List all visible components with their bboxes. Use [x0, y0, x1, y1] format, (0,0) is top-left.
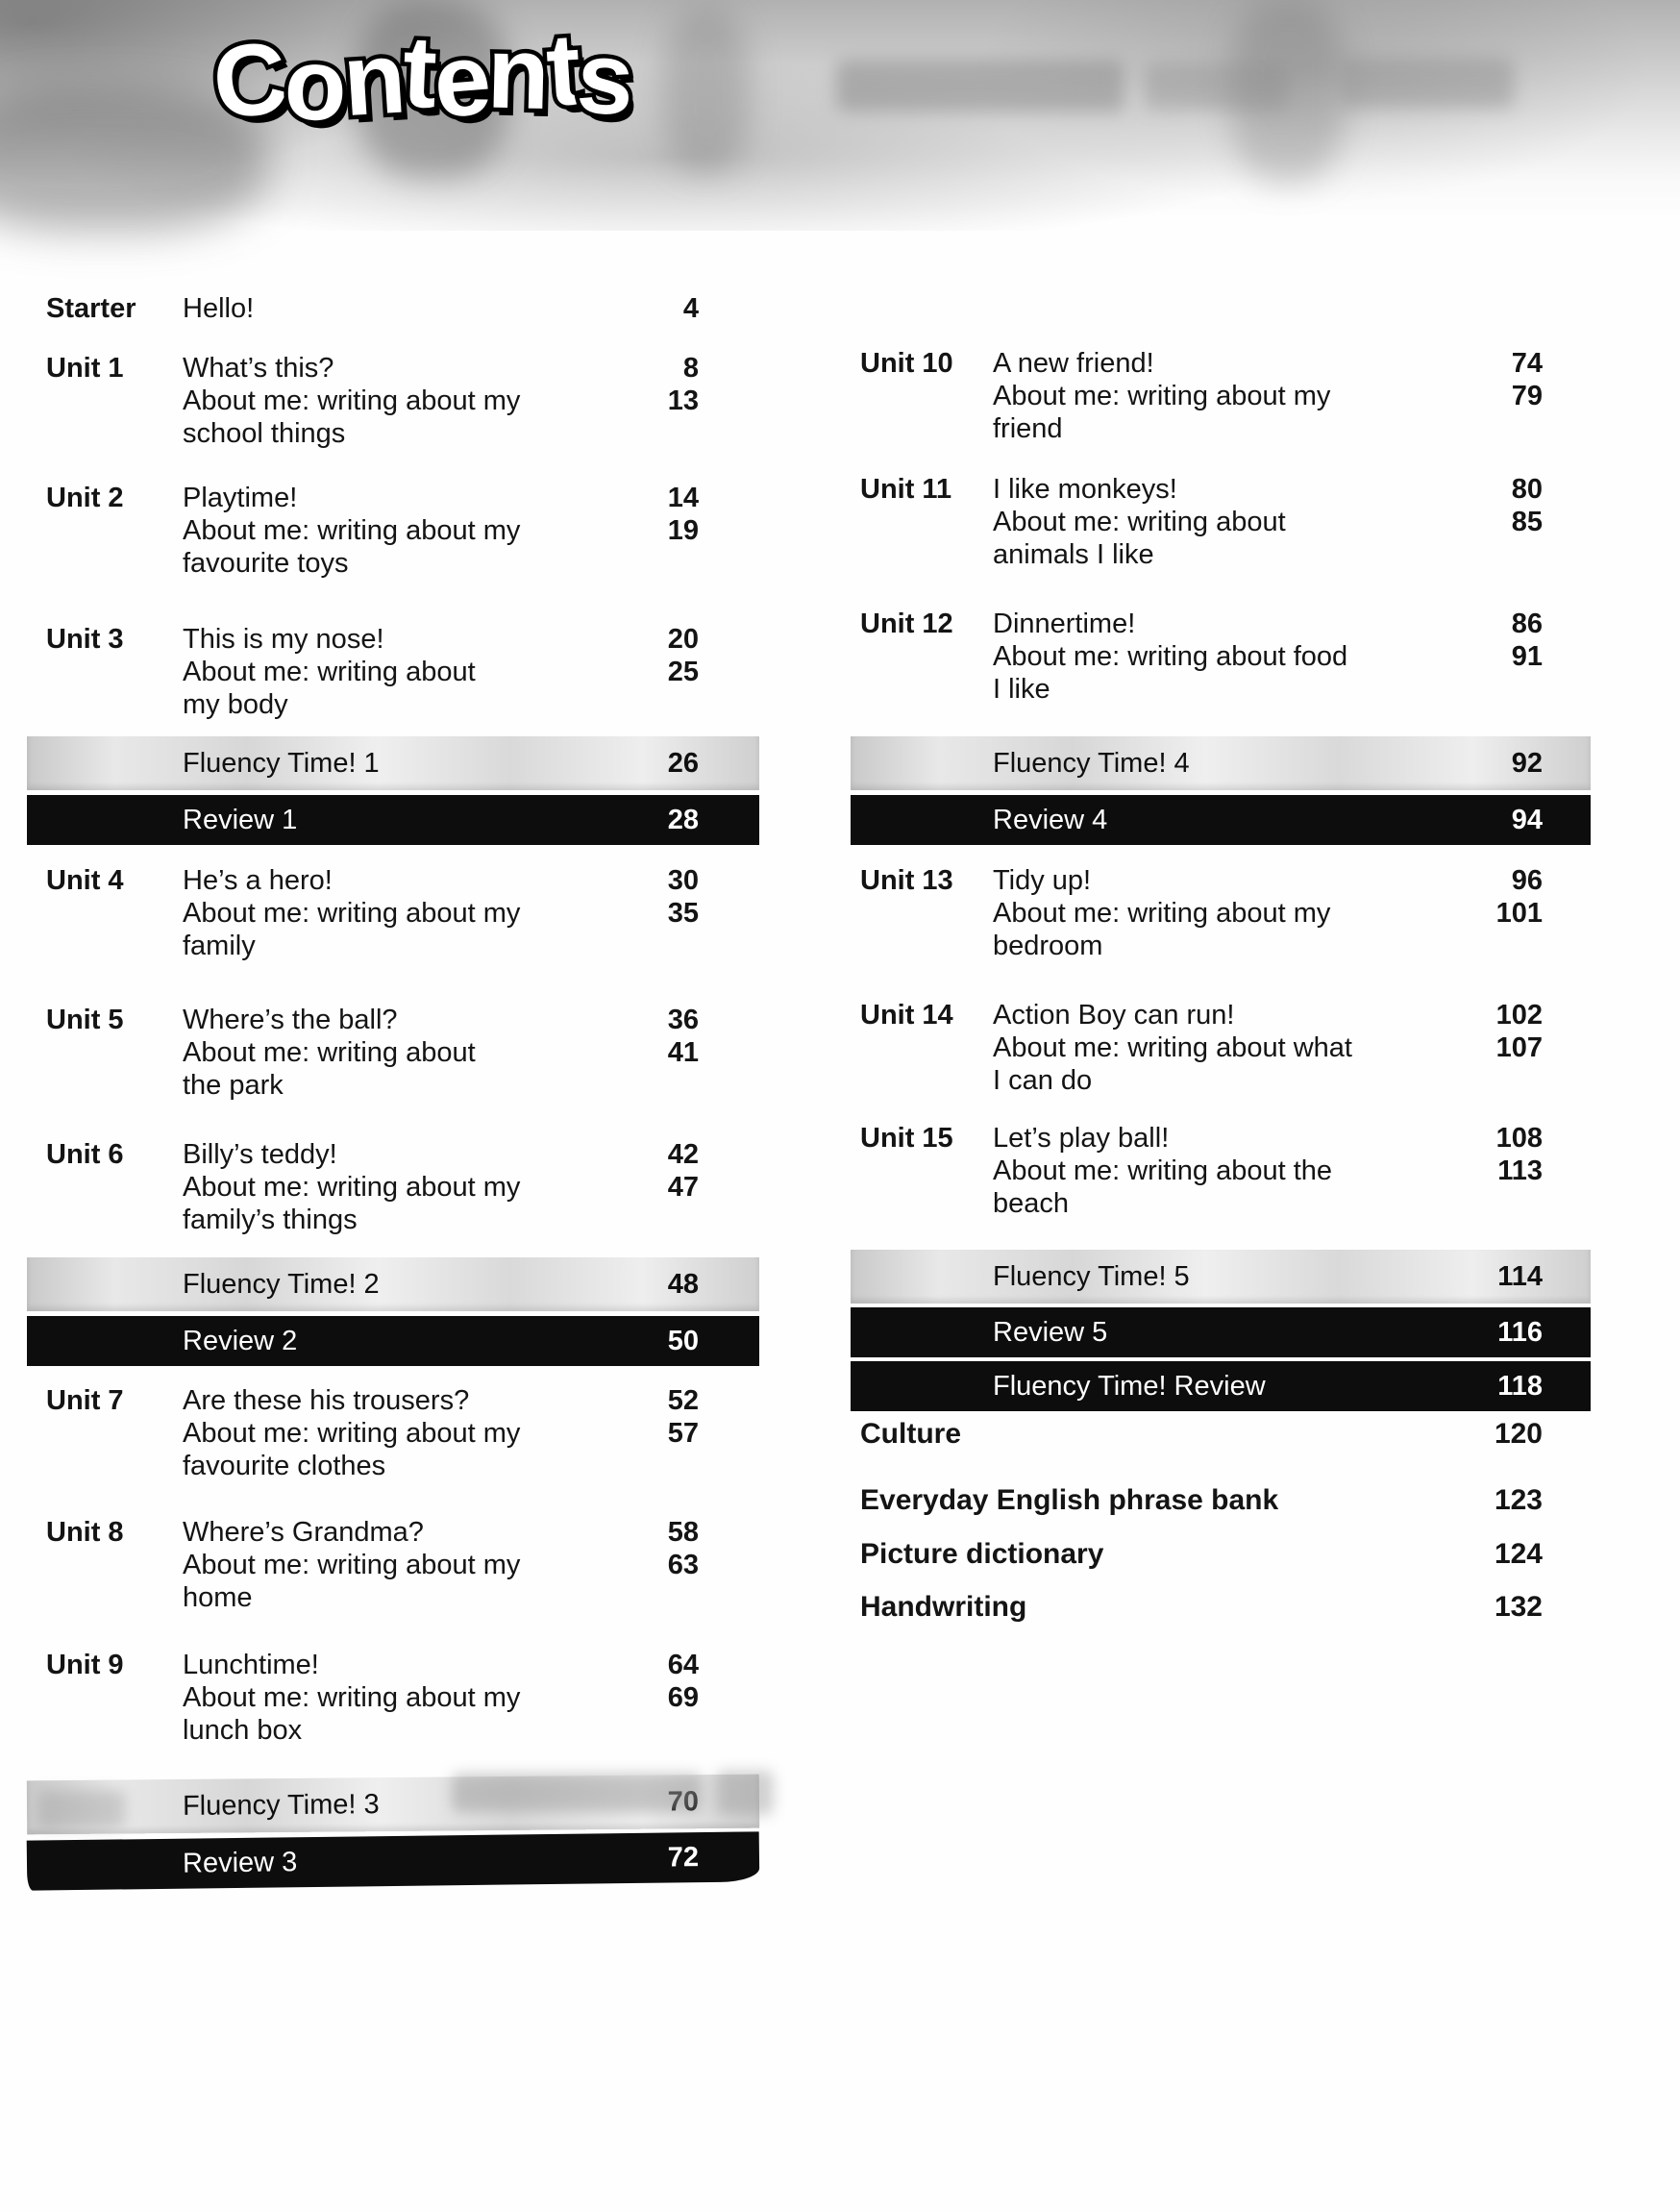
page-number: 20	[667, 624, 699, 655]
toc-unit-entry	[27, 623, 759, 721]
unit-label: Unit 13	[860, 865, 953, 896]
entry-title: About me: writing about my	[993, 381, 1331, 411]
entry-title: A new friend!	[993, 348, 1154, 379]
logo-letter: n	[485, 15, 549, 131]
page-number: 19	[667, 515, 699, 546]
toc-line	[993, 930, 1543, 962]
entry-title: school things	[183, 418, 346, 449]
toc-line	[183, 1714, 699, 1747]
toc-line	[993, 538, 1543, 571]
page-number: 52	[667, 1385, 699, 1416]
entry-title: favourite toys	[183, 548, 349, 579]
page-number	[631, 1069, 699, 1102]
fluency-time-band	[851, 1250, 1591, 1304]
toc-unit-entry	[27, 352, 759, 450]
toc-unit-entry	[851, 999, 1591, 1097]
logo-letter: t	[543, 12, 581, 128]
toc-line	[183, 1069, 699, 1102]
page-number: 85	[1511, 507, 1543, 537]
toc-line	[183, 1417, 699, 1450]
page-number: 13	[667, 385, 699, 416]
page-number	[1475, 930, 1543, 962]
unit-label: Unit 7	[46, 1385, 124, 1416]
page-number	[1475, 1064, 1543, 1097]
toc-unit-entry	[27, 1516, 759, 1614]
logo-letter: o	[283, 27, 345, 142]
page-number: 28	[667, 805, 699, 835]
page-number: 80	[1511, 474, 1543, 505]
toc-line	[183, 482, 699, 514]
page-number: 120	[1494, 1418, 1543, 1450]
toc-line	[183, 1036, 699, 1069]
toc-line	[993, 1155, 1543, 1187]
toc-line	[183, 514, 699, 547]
band-label: Review 3	[182, 1847, 298, 1879]
band-label: Fluency Time! 5	[993, 1261, 1190, 1292]
unit-label: Unit 14	[860, 1000, 953, 1031]
unit-label: Unit 11	[860, 474, 952, 505]
unit-label: Unit 10	[860, 348, 953, 379]
logo-letter: n	[339, 20, 407, 138]
page-number	[1475, 673, 1543, 706]
toc-line	[183, 1581, 699, 1614]
entry-title: lunch box	[183, 1715, 303, 1746]
page-number: 26	[667, 748, 699, 779]
entry-title: I can do	[993, 1065, 1093, 1096]
entry-title: home	[183, 1582, 253, 1613]
page-number: 48	[667, 1269, 699, 1300]
toc-left-column	[27, 0, 759, 2211]
toc-line	[993, 380, 1543, 412]
page-number: 4	[682, 293, 699, 324]
entry-title: Lunchtime!	[183, 1650, 319, 1680]
page-number	[1475, 538, 1543, 571]
toc-unit-entry	[27, 864, 759, 962]
page-number: 96	[1511, 865, 1543, 896]
entry-title: About me: writing about my	[183, 1682, 521, 1713]
toc-line	[183, 1004, 699, 1036]
toc-unit-entry	[851, 473, 1591, 571]
entry-title: This is my nose!	[183, 624, 384, 655]
entry-title: About me: writing about my	[183, 515, 521, 546]
entry-title: bedroom	[993, 931, 1103, 961]
unit-label: Unit 4	[46, 865, 124, 896]
bleed-through-ghost	[452, 1774, 702, 1812]
toc-line	[993, 1187, 1543, 1220]
entry-title: About me: writing about	[183, 657, 476, 687]
toc-line	[183, 1138, 699, 1171]
entry-title: About me: writing about my	[183, 385, 521, 416]
entry-title: I like	[993, 674, 1050, 705]
page-number: 42	[667, 1139, 699, 1170]
page-number: 69	[667, 1682, 699, 1713]
toc-unit-entry	[851, 608, 1591, 706]
toc-line	[993, 412, 1543, 445]
toc-unit-entry	[27, 482, 759, 580]
toc-unit-entry	[27, 1004, 759, 1102]
toc-line	[183, 1681, 699, 1714]
unit-label: Unit 6	[46, 1139, 124, 1170]
page-number: 57	[667, 1418, 699, 1449]
toc-line	[183, 292, 699, 325]
page-number	[631, 547, 699, 580]
unit-label: Unit 3	[46, 624, 124, 655]
toc-line	[993, 673, 1543, 706]
toc-line	[183, 623, 699, 656]
unit-label: Unit 1	[46, 353, 124, 384]
page-number: 132	[1494, 1591, 1543, 1623]
review-band	[851, 1307, 1591, 1357]
page-number	[631, 1714, 699, 1747]
toc-unit-entry	[27, 1384, 759, 1482]
page-number	[631, 1450, 699, 1482]
page-number: 35	[667, 898, 699, 929]
unit-label: Unit 15	[860, 1123, 953, 1154]
entry-title: the park	[183, 1070, 284, 1101]
toc-line	[993, 1031, 1543, 1064]
entry-title: Billy’s teddy!	[183, 1139, 337, 1170]
entry-title: About me: writing about what	[993, 1032, 1352, 1063]
toc-line	[183, 1171, 699, 1204]
logo-letter: C	[207, 20, 291, 141]
band-label: Review 5	[993, 1317, 1108, 1348]
page-number: 25	[667, 657, 699, 687]
page-number: 72	[667, 1842, 700, 1874]
toc-line	[993, 999, 1543, 1031]
band-label: Review 1	[183, 805, 298, 835]
toc-line	[993, 608, 1543, 640]
entry-title: Playtime!	[183, 483, 298, 513]
page-number: 108	[1495, 1123, 1543, 1154]
review-band	[851, 1361, 1591, 1411]
toc-line	[183, 1649, 699, 1681]
page-number: 107	[1495, 1032, 1543, 1063]
toc-line	[183, 1384, 699, 1417]
toc-line	[183, 547, 699, 580]
entry-title: friend	[993, 413, 1063, 444]
toc-right-column	[851, 0, 1591, 2211]
toc-line	[183, 864, 699, 897]
entry-title: About me: writing about my	[183, 1550, 521, 1580]
page-number	[1475, 1187, 1543, 1220]
band-label: Fluency Time! 2	[183, 1269, 380, 1300]
toc-line	[993, 897, 1543, 930]
entry-title: About me: writing about	[993, 507, 1286, 537]
page-number	[1475, 412, 1543, 445]
review-band	[27, 795, 759, 845]
toc-line	[993, 1122, 1543, 1155]
page-number: 8	[682, 353, 699, 384]
toc-line	[993, 864, 1543, 897]
toc-line	[993, 1064, 1543, 1097]
entry-title: About me: writing about my	[183, 898, 521, 929]
toc-unit-entry	[851, 347, 1591, 445]
entry-title: Action Boy can run!	[993, 1000, 1235, 1031]
page-number: 92	[1511, 748, 1543, 779]
toc-line	[183, 352, 699, 385]
entry-title: animals I like	[993, 539, 1154, 570]
logo-letter: t	[400, 14, 437, 130]
toc-unit-entry	[851, 1122, 1591, 1220]
review-band	[851, 795, 1591, 845]
page-number: 123	[1494, 1484, 1543, 1516]
entry-title: About me: writing about	[183, 1037, 476, 1068]
unit-label: Unit 9	[46, 1650, 124, 1680]
review-band	[27, 1316, 759, 1366]
toc-line	[183, 930, 699, 962]
backmatter-label: Culture	[860, 1418, 961, 1450]
band-label: Review 4	[993, 805, 1108, 835]
toc-line	[183, 417, 699, 450]
page-number: 74	[1511, 348, 1543, 379]
band-label: Fluency Time! 3	[182, 1789, 380, 1822]
page-number: 102	[1495, 1000, 1543, 1031]
band-label: Fluency Time! 1	[183, 748, 380, 779]
page-number: 36	[667, 1005, 699, 1035]
page-number	[631, 688, 699, 721]
page-number: 124	[1494, 1538, 1543, 1570]
page-number: 41	[667, 1037, 699, 1068]
toc-unit-entry	[851, 864, 1591, 962]
page-number: 116	[1497, 1317, 1543, 1348]
backmatter-label: Everyday English phrase bank	[860, 1484, 1279, 1516]
toc-line	[183, 688, 699, 721]
bleed-through-ghost	[716, 1771, 774, 1815]
unit-label: Unit 2	[46, 483, 124, 513]
entry-title: About me: writing about my	[183, 1172, 521, 1203]
toc-line	[993, 640, 1543, 673]
backmatter-label: Handwriting	[860, 1591, 1027, 1623]
toc-line	[993, 506, 1543, 538]
page-number: 63	[667, 1550, 699, 1580]
backmatter-row	[851, 1538, 1591, 1571]
backmatter-row	[851, 1418, 1591, 1451]
page-number	[631, 1204, 699, 1236]
fluency-time-band	[27, 736, 759, 790]
entry-title: He’s a hero!	[183, 865, 333, 896]
backmatter-row	[851, 1484, 1591, 1517]
entry-title: favourite clothes	[183, 1451, 386, 1481]
entry-title: About me: writing about food	[993, 641, 1348, 672]
page-number: 79	[1511, 381, 1543, 411]
page-number: 64	[667, 1650, 699, 1680]
entry-title: Are these his trousers?	[183, 1385, 470, 1416]
band-label: Fluency Time! Review	[993, 1371, 1266, 1402]
page-number: 58	[667, 1517, 699, 1548]
toc-line	[183, 897, 699, 930]
backmatter-label: Picture dictionary	[860, 1538, 1104, 1570]
entry-title: About me: writing about my	[993, 898, 1331, 929]
toc-unit-entry	[27, 1649, 759, 1747]
toc-line	[183, 1450, 699, 1482]
page-number: 47	[667, 1172, 699, 1203]
entry-title: Let’s play ball!	[993, 1123, 1170, 1154]
entry-title: beach	[993, 1188, 1070, 1219]
unit-label: Unit 12	[860, 609, 953, 639]
toc-line	[183, 1204, 699, 1236]
entry-title: Hello!	[183, 293, 255, 324]
page-number: 91	[1511, 641, 1543, 672]
page-number: 94	[1511, 805, 1543, 835]
entry-title: family	[183, 931, 256, 961]
page-number: 101	[1495, 898, 1543, 929]
logo-letter: s	[574, 20, 635, 137]
fluency-time-band	[851, 736, 1591, 790]
page-number: 114	[1497, 1261, 1543, 1292]
toc-line	[993, 473, 1543, 506]
toc-unit-entry	[27, 292, 759, 325]
page-number	[631, 1581, 699, 1614]
entry-title: Dinnertime!	[993, 609, 1136, 639]
page-number: 118	[1497, 1371, 1543, 1402]
fluency-time-band	[27, 1257, 759, 1311]
page-number: 113	[1497, 1155, 1543, 1186]
entry-title: I like monkeys!	[993, 474, 1177, 505]
logo-letter: e	[430, 21, 493, 139]
entry-title: About me: writing about my	[183, 1418, 521, 1449]
toc-unit-entry	[27, 1138, 759, 1236]
band-label: Fluency Time! 4	[993, 748, 1190, 779]
unit-label: Unit 5	[46, 1005, 124, 1035]
page-number: 86	[1511, 609, 1543, 639]
entry-title: About me: writing about the	[993, 1155, 1333, 1186]
page-number: 50	[667, 1326, 699, 1356]
entry-title: Where’s the ball?	[183, 1005, 398, 1035]
review-band	[27, 1831, 760, 1890]
page-number	[631, 930, 699, 962]
toc-line	[993, 347, 1543, 380]
toc-line	[183, 1516, 699, 1549]
band-label: Review 2	[183, 1326, 298, 1356]
toc-line	[183, 1549, 699, 1581]
entry-title: my body	[183, 689, 288, 720]
page-number: 14	[667, 483, 699, 513]
entry-title: family’s things	[183, 1205, 358, 1235]
toc-line	[183, 385, 699, 417]
unit-label: Unit 8	[46, 1517, 124, 1548]
page-number: 30	[667, 865, 699, 896]
unit-label: Starter	[46, 293, 136, 324]
bleed-through-ghost	[38, 1790, 125, 1828]
entry-title: Where’s Grandma?	[183, 1517, 424, 1548]
entry-title: What’s this?	[183, 353, 334, 384]
backmatter-row	[851, 1591, 1591, 1624]
entry-title: Tidy up!	[993, 865, 1092, 896]
toc-line	[183, 656, 699, 688]
page-number	[631, 417, 699, 450]
